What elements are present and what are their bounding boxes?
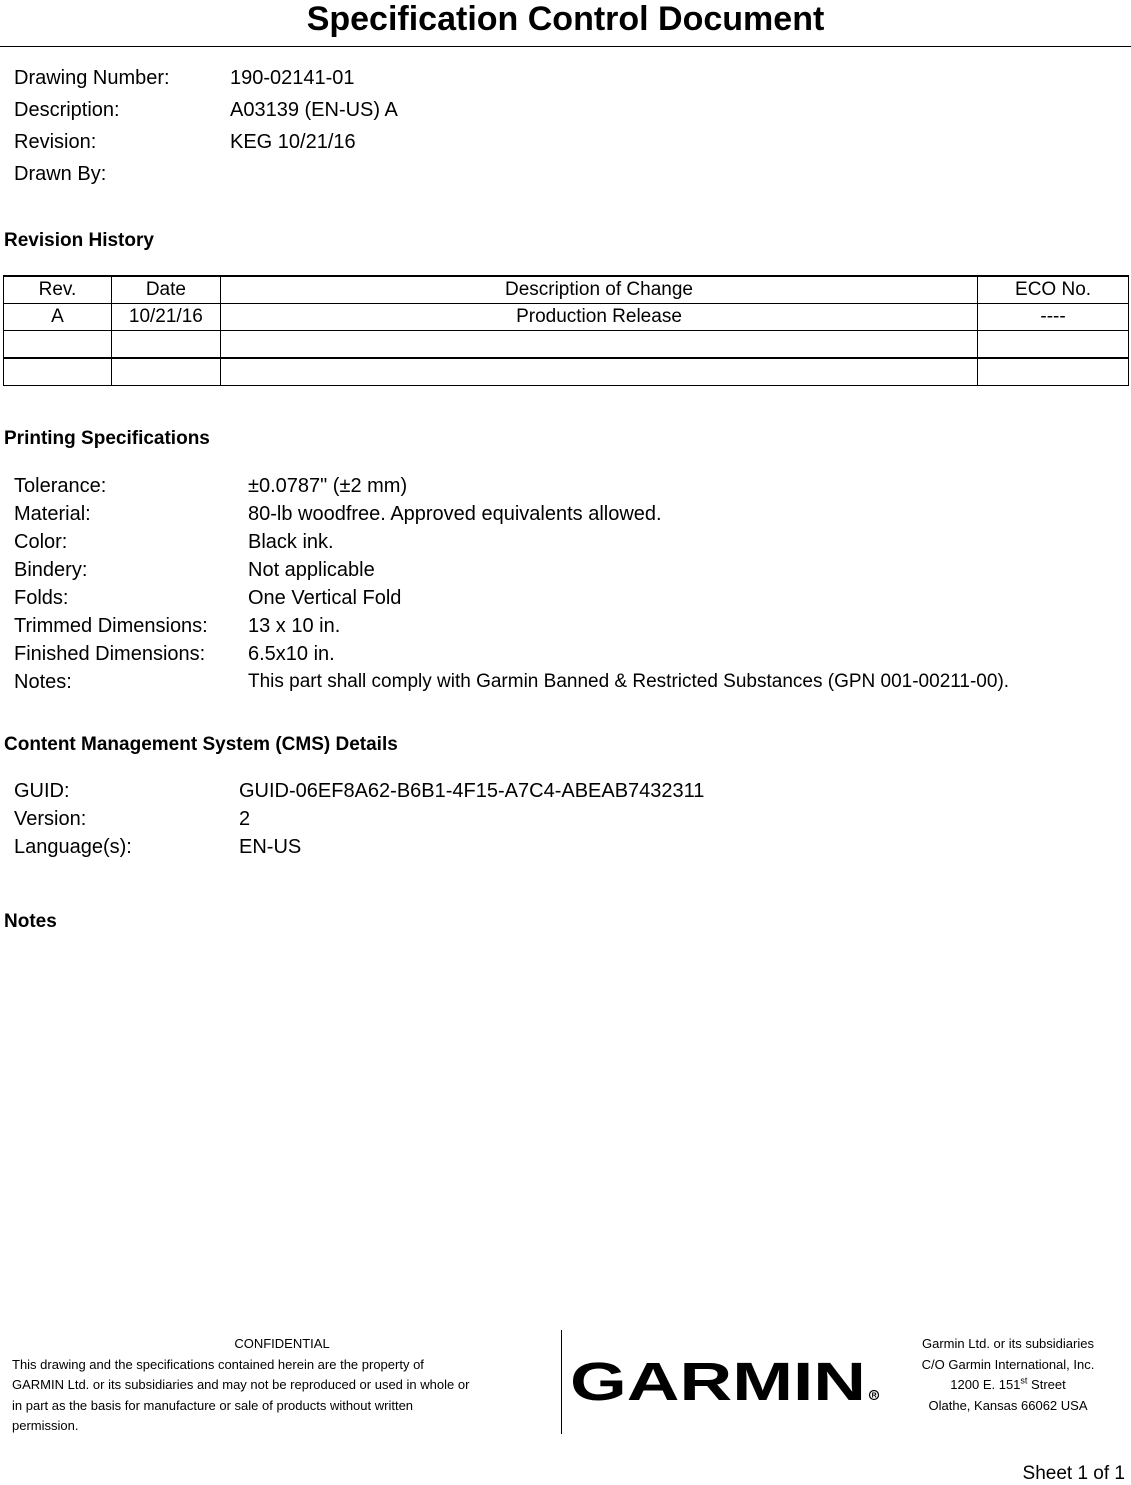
spec-value: 13 x 10 in. xyxy=(248,615,341,637)
printing-specs-heading: Printing Specifications xyxy=(4,428,210,449)
table-row xyxy=(4,358,1129,386)
spec-value: 6.5x10 in. xyxy=(248,643,335,665)
spec-value: One Vertical Fold xyxy=(248,587,402,609)
spec-label: Material: xyxy=(14,503,91,525)
field-label: Drawn By: xyxy=(14,163,107,185)
confidential-label: CONFIDENTIAL xyxy=(234,1336,330,1351)
field-value: A03139 (EN-US) A xyxy=(230,99,398,121)
table-cell xyxy=(4,358,112,386)
field-label: Drawing Number: xyxy=(14,67,170,89)
table-row xyxy=(4,331,1129,359)
field-value: 190-02141-01 xyxy=(230,67,355,89)
notes-heading: Notes xyxy=(4,911,57,932)
legal-line: in part as the basis for manufacture or sale of products without written xyxy=(12,1397,414,1413)
table-cell xyxy=(111,358,220,386)
table-cell xyxy=(220,358,977,386)
spec-value: Not applicable xyxy=(248,559,375,581)
company-address xyxy=(900,1334,1116,1416)
spec-label: Color: xyxy=(14,531,68,553)
cms-value: GUID-06EF8A62-B6B1-4F15-A7C4-ABEAB7432311 xyxy=(239,780,705,802)
legal-line: This drawing and the specifications contained herein are the property of xyxy=(12,1356,424,1372)
table-cell xyxy=(978,331,1129,359)
garmin-logo-text: GARMIN xyxy=(570,1356,866,1406)
table-cell xyxy=(111,331,220,359)
table-row xyxy=(4,304,1129,331)
spec-label: Finished Dimensions: xyxy=(14,643,206,665)
registered-mark-letter: R xyxy=(871,1392,877,1400)
address-line: Garmin Ltd. or its subsidiaries xyxy=(922,1336,1094,1351)
revision-history-table xyxy=(3,275,1129,386)
legal-line: permission. xyxy=(12,1418,79,1433)
field-label: Revision: xyxy=(14,131,97,153)
table-cell: A xyxy=(4,304,112,331)
table-cell: ---- xyxy=(978,304,1129,331)
spec-label: Trimmed Dimensions: xyxy=(14,615,208,637)
address-line: Olathe, Kansas 66062 USA xyxy=(928,1397,1088,1413)
cms-value: 2 xyxy=(239,808,251,830)
legal-line: GARMIN Ltd. or its subsidiaries and may not be reproduced or used in whole or xyxy=(12,1377,470,1392)
address-line: C/O Garmin International, Inc. xyxy=(921,1356,1095,1372)
table-cell xyxy=(220,331,977,359)
title-divider xyxy=(0,46,1131,47)
confidentiality-notice xyxy=(12,1334,552,1437)
table-cell: Production Release xyxy=(220,304,977,331)
cms-label: Version: xyxy=(14,808,87,830)
revision-history-heading: Revision History xyxy=(4,230,154,251)
spec-label: Tolerance: xyxy=(14,475,107,497)
cms-heading: Content Management System (CMS) Details xyxy=(4,734,398,755)
sheet-number: Sheet 1 of 1 xyxy=(1022,1463,1125,1484)
table-header-row xyxy=(4,276,1129,304)
spec-label: Bindery: xyxy=(14,559,88,581)
address-street-name: Street xyxy=(1027,1377,1066,1392)
column-header: Rev. xyxy=(4,276,112,304)
garmin-logo xyxy=(570,1356,882,1406)
field-value: KEG 10/21/16 xyxy=(230,131,356,153)
spec-value: This part shall comply with Garmin Banned & Restricted Substances (GPN 001-00211-00). xyxy=(248,671,1010,692)
column-header: ECO No. xyxy=(978,276,1129,304)
table-cell xyxy=(4,331,112,359)
column-header: Description of Change xyxy=(220,276,977,304)
spec-value: Black ink. xyxy=(248,531,334,553)
cms-label: GUID: xyxy=(14,780,70,802)
address-ordinal: st xyxy=(1020,1375,1028,1386)
address-line xyxy=(900,1375,1116,1396)
spec-value: 80-lb woodfree. Approved equivalents allowed. xyxy=(248,503,662,525)
footer-divider xyxy=(561,1330,562,1434)
spec-label: Notes: xyxy=(14,671,72,693)
table-cell: 10/21/16 xyxy=(111,304,220,331)
spec-value: ±0.0787" (±2 mm) xyxy=(248,475,408,497)
cms-value: EN-US xyxy=(239,836,302,858)
cms-label: Language(s): xyxy=(14,836,132,858)
column-header: Date xyxy=(111,276,220,304)
table-cell xyxy=(978,358,1129,386)
document-title: Specification Control Document xyxy=(306,0,825,38)
spec-label: Folds: xyxy=(14,587,69,609)
field-label: Description: xyxy=(14,99,120,121)
address-street-number: 1200 E. 151 xyxy=(950,1377,1021,1392)
